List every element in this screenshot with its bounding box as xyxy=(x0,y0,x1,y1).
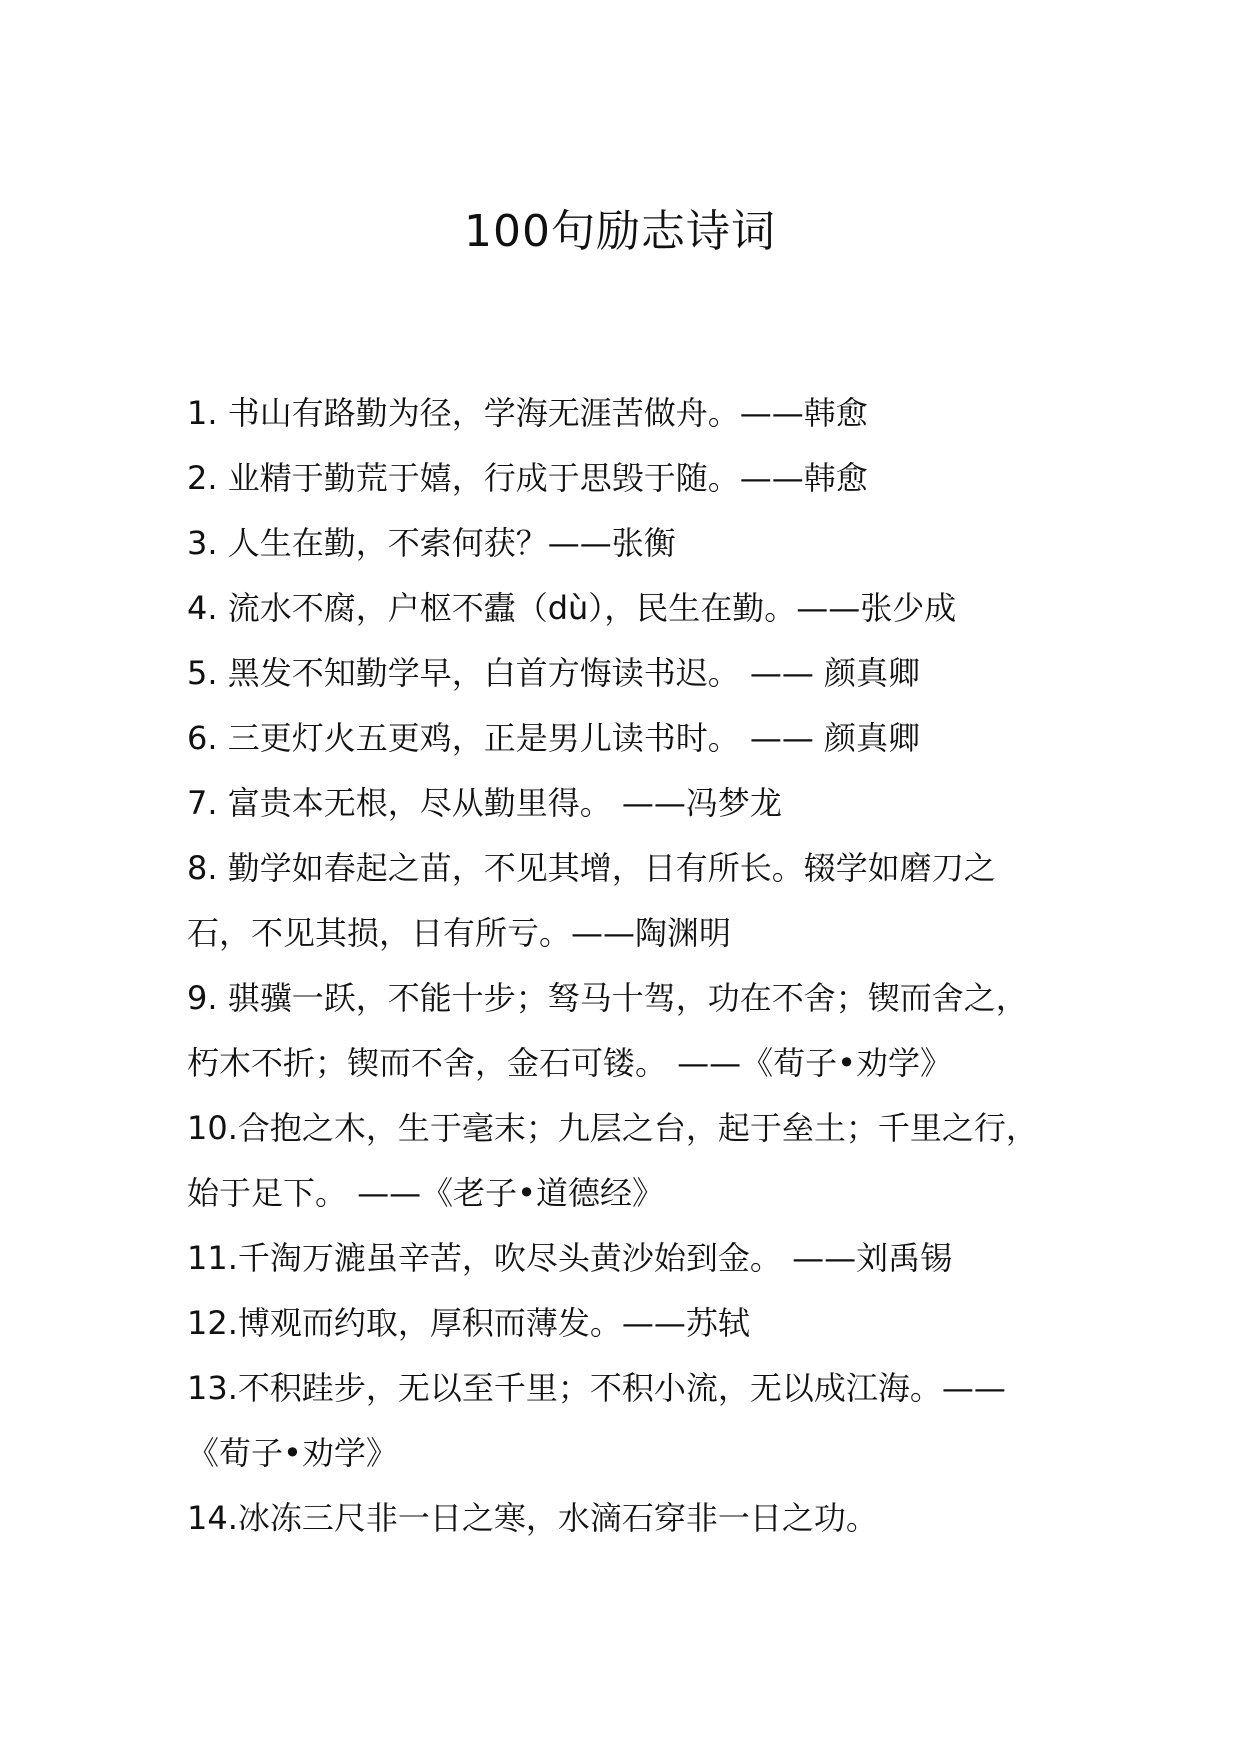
poem-list xyxy=(187,381,1087,1551)
text-line: 1. 书山有路勤为径，学海无涯苦做舟。——韩愈 xyxy=(187,394,868,432)
page-title: 100句励志诗词 xyxy=(464,206,776,257)
text-line: 8. 勤学如春起之苗，不见其增，日有所长。辍学如磨刀之 xyxy=(187,849,996,887)
text-line: 石，不见其损，日有所亏。——陶渊明 xyxy=(187,914,732,952)
text-line: 7. 富贵本无根，尽从勤里得。 ——冯梦龙 xyxy=(187,784,782,822)
text-line: 9. 骐骥一跃，不能十步；驽马十驾，功在不舍；锲而舍之， xyxy=(187,979,1028,1017)
text-line: 始于足下。 ——《老子•道德经》 xyxy=(187,1174,665,1212)
text-line: 10.合抱之木，生于毫末；九层之台，起于垒土；千里之行， xyxy=(187,1109,1038,1147)
text-line: 4. 流水不腐，户枢不蠹（dù），民生在勤。——张少成 xyxy=(187,589,957,627)
text-line: 朽木不折；锲而不舍，金石可镂。 ——《荀子•劝学》 xyxy=(187,1044,953,1082)
text-line: 12.博观而约取，厚积而薄发。——苏轼 xyxy=(187,1304,750,1342)
text-line: 5. 黑发不知勤学早，白首方悔读书迟。 —— 颜真卿 xyxy=(187,654,921,692)
text-line: 11.千淘万漉虽辛苦，吹尽头黄沙始到金。 ——刘禹锡 xyxy=(187,1239,953,1277)
text-line: 2. 业精于勤荒于嬉，行成于思毁于随。——韩愈 xyxy=(187,459,868,497)
text-line: 3. 人生在勤，不索何获？——张衡 xyxy=(187,524,676,562)
text-line: 《荀子•劝学》 xyxy=(187,1434,398,1472)
text-line: 13.不积跬步，无以至千里；不积小流，无以成江海。—— xyxy=(187,1369,1006,1407)
text-line: 6. 三更灯火五更鸡，正是男儿读书时。 —— 颜真卿 xyxy=(187,719,921,757)
text-line: 14.冰冻三尺非一日之寒，水滴石穿非一日之功。 xyxy=(187,1499,878,1537)
